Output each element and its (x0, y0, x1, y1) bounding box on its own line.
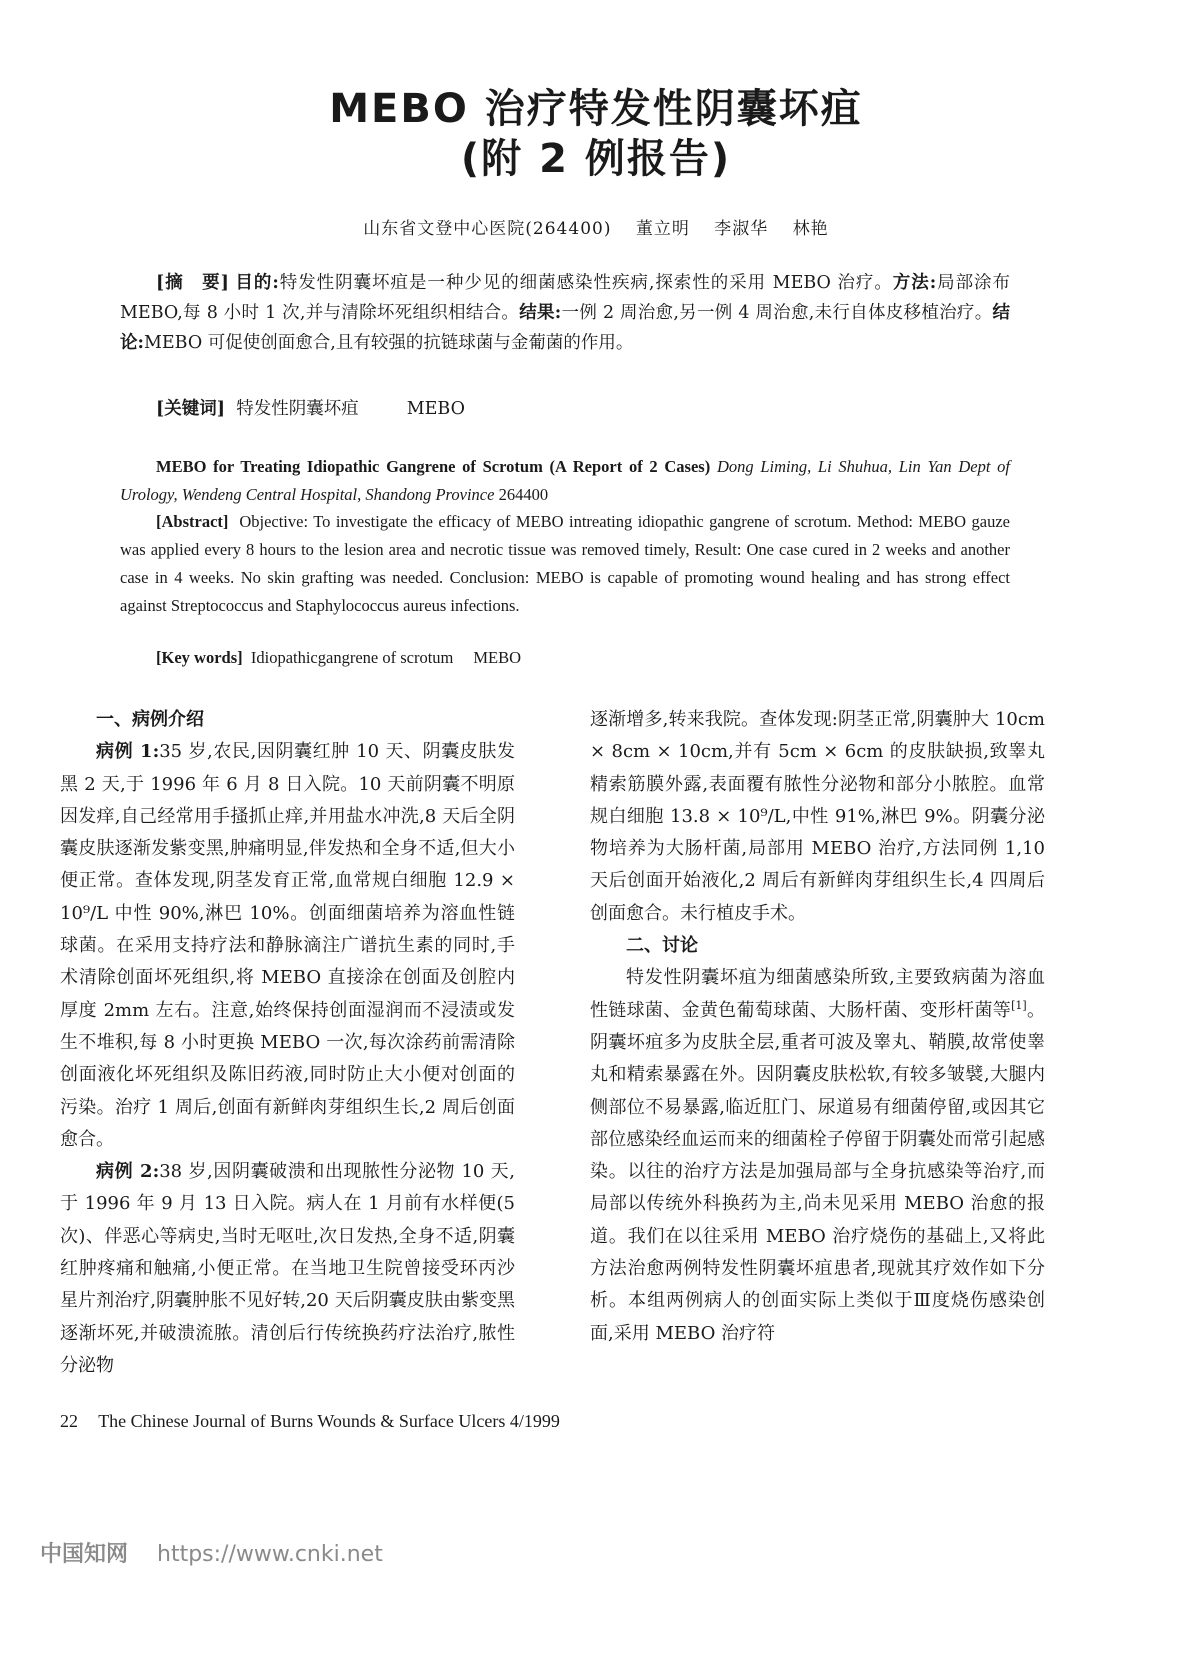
method-label: 方法: (892, 273, 937, 293)
method-text: 局部涂布 MEBO,每 8 小时 1 次,并与清除坏死组织相结合。 (120, 273, 1010, 323)
author-name: 李淑华 (714, 219, 769, 239)
case2-paragraph (60, 1156, 515, 1382)
body-column-right (590, 704, 1045, 1350)
keyword: MEBO (473, 648, 522, 667)
watermark-url: https://www.cnki.net (157, 1542, 383, 1567)
page-footer (60, 1411, 560, 1432)
watermark-site: 中国知网 (40, 1542, 129, 1567)
paper-subtitle: (附 2 例报告) (460, 136, 732, 182)
affiliation: 山东省文登中心医院(264400) (363, 219, 612, 239)
english-title-block (120, 453, 1010, 509)
keyword: 特发性阴囊坏疽 (236, 399, 359, 419)
english-abstract (120, 508, 1010, 620)
english-keywords-label: [Key words] (156, 648, 243, 667)
english-authors: Dong Liming, Li Shuhua, Lin Yan Dept of Urology, Wendeng Central Hospital, Shandong Province (120, 457, 1010, 504)
citation-ref: [1] (1011, 998, 1027, 1012)
section-heading: 二、讨论 (626, 935, 698, 957)
objective-label: 目的: (235, 273, 279, 293)
conclusion-text: MEBO 可促使创面愈合,且有较强的抗链球菌与金葡菌的作用。 (143, 333, 634, 353)
case1-paragraph (60, 736, 515, 1156)
abstract-label: [摘 要] (156, 273, 229, 293)
english-title: MEBO for Treating Idiopathic Gangrene of Scrotum (A Report of 2 Cases) (156, 457, 711, 476)
journal-name: The Chinese Journal of Burns Wounds & Surface Ulcers 4/1999 (98, 1411, 560, 1431)
discussion-paragraph (590, 962, 1045, 1350)
conclusion-label: 结论: (120, 303, 1010, 353)
result-label: 结果: (519, 303, 562, 323)
english-abstract-label: [Abstract] (156, 512, 229, 531)
paper-title: MEBO 治疗特发性阴囊坏疽 (329, 86, 863, 132)
objective-text: 特发性阴囊坏疽是一种少见的细菌感染性疾病,探索性的采用 MEBO 治疗。 (278, 273, 893, 293)
english-keywords (156, 648, 521, 668)
author-name: 董立明 (635, 219, 690, 239)
author-line (0, 214, 1192, 239)
body-column-left (60, 704, 515, 1382)
result-text: 一例 2 周治愈,另一例 4 周治愈,未行自体皮移植治疗。 (561, 303, 993, 323)
author-name: 林艳 (792, 219, 829, 239)
english-postcode: 264400 (498, 485, 549, 504)
case1-label: 病例 1: (96, 741, 160, 763)
case2-continuation: 逐渐增多,转来我院。查体发现:阴茎正常,阴囊肿大 10cm × 8cm × 10cm,并有 5cm × 6cm 的皮肤缺损,致睾丸精索筋膜外露,表面覆有脓性分泌物和部分小脓腔。血常规白细胞 13.8 × 10⁹/L,中性 91%,淋巴 9%。阴囊分泌物培养为大肠杆菌,局部用 MEBO 治疗,方法同例 1,10 天后创面开始液化,2 周后有新鲜肉芽组织生长,4 四周后创面愈合。未行植皮手术。 (590, 709, 1045, 924)
section-heading: 一、病例介绍 (96, 709, 204, 730)
abstract-chinese (120, 268, 1010, 358)
keywords-chinese (156, 395, 465, 420)
keyword: MEBO (406, 399, 465, 419)
discussion-text: 特发性阴囊坏疽为细菌感染所致,主要致病菌为溶血性链球菌、金黄色葡萄球菌、大肠杆菌、变形杆菌等 (590, 967, 1045, 1021)
english-abstract-text: Objective: To investigate the efficacy of MEBO intreating idiopathic gangrene of scrotum. Method: MEBO gauze was applied every 8 hours to the lesion area and necrotic tissue was removed timely, Result: One case cured in 2 weeks and another case in 4 weeks. No skin grafting was needed. Conclusion: MEBO is capable of promoting wound healing and has strong effect against Streptococcus and Staphylococcus aureus infections. (120, 512, 1010, 615)
source-watermark (40, 1537, 383, 1568)
keywords-label: [关键词] (156, 399, 226, 419)
page-number: 22 (60, 1411, 78, 1431)
discussion-text: 。阴囊坏疽多为皮肤全层,重者可波及睾丸、鞘膜,故常使睾丸和精索暴露在外。因阴囊皮肤松软,有较多皱襞,大腿内侧部位不易暴露,临近肛门、尿道易有细菌停留,或因其它部位感染经血运而来的细菌栓子停留于阴囊处而常引起感染。以往的治疗方法是加强局部与全身抗感染等治疗,而局部以传统外科换药为主,尚未见采用 MEBO 治愈的报道。我们在以往采用 MEBO 治疗烧伤的基础上,又将此方法治愈两例特发性阴囊坏疽患者,现就其疗效作如下分析。本组两例病人的创面实际上类似于Ⅲ度烧伤感染创面,采用 MEBO 治疗符 (590, 999, 1046, 1344)
case1-text: 35 岁,农民,因阴囊红肿 10 天、阴囊皮肤发黑 2 天,于 1996 年 6 月 8 日入院。10 天前阴囊不明原因发痒,自己经常用手搔抓止痒,并用盐水冲洗,8 天后全阴囊皮肤逐渐发紫变黑,肿痛明显,伴发热和全身不适,但大小便正常。查体发现,阴茎发育正常,血常规白细胞 12.9 × 10⁹/L 中性 90%,淋巴 10%。创面细菌培养为溶血性链球菌。在采用支持疗法和静脉滴注广谱抗生素的同时,手术清除创面坏死组织,将 MEBO 直接涂在创面及创腔内厚度 2mm 左右。注意,始终保持创面湿润而不浸渍或发生不堆积,每 8 小时更换 MEBO 一次,每次涂药前需清除创面液化坏死组织及陈旧药液,同时防止大小便对创面的污染。治疗 1 周后,创面有新鲜肉芽组织生长,2 周后创面愈合。 (60, 741, 515, 1150)
case2-label: 病例 2: (96, 1161, 160, 1183)
keyword: Idiopathicgangrene of scrotum (250, 648, 454, 667)
case2-text: 38 岁,因阴囊破溃和出现脓性分泌物 10 天,于 1996 年 9 月 13 日入院。病人在 1 月前有水样便(5 次)、伴恶心等病史,当时无呕吐,次日发热,全身不适,阴囊红肿疼痛和触痛,小便正常。在当地卫生院曾接受环丙沙星片剂治疗,阴囊肿胀不见好转,20 天后阴囊皮肤由紫变黑逐渐坏死,并破溃流脓。清创后行传统换药疗法治疗,脓性分泌物 (60, 1161, 515, 1376)
